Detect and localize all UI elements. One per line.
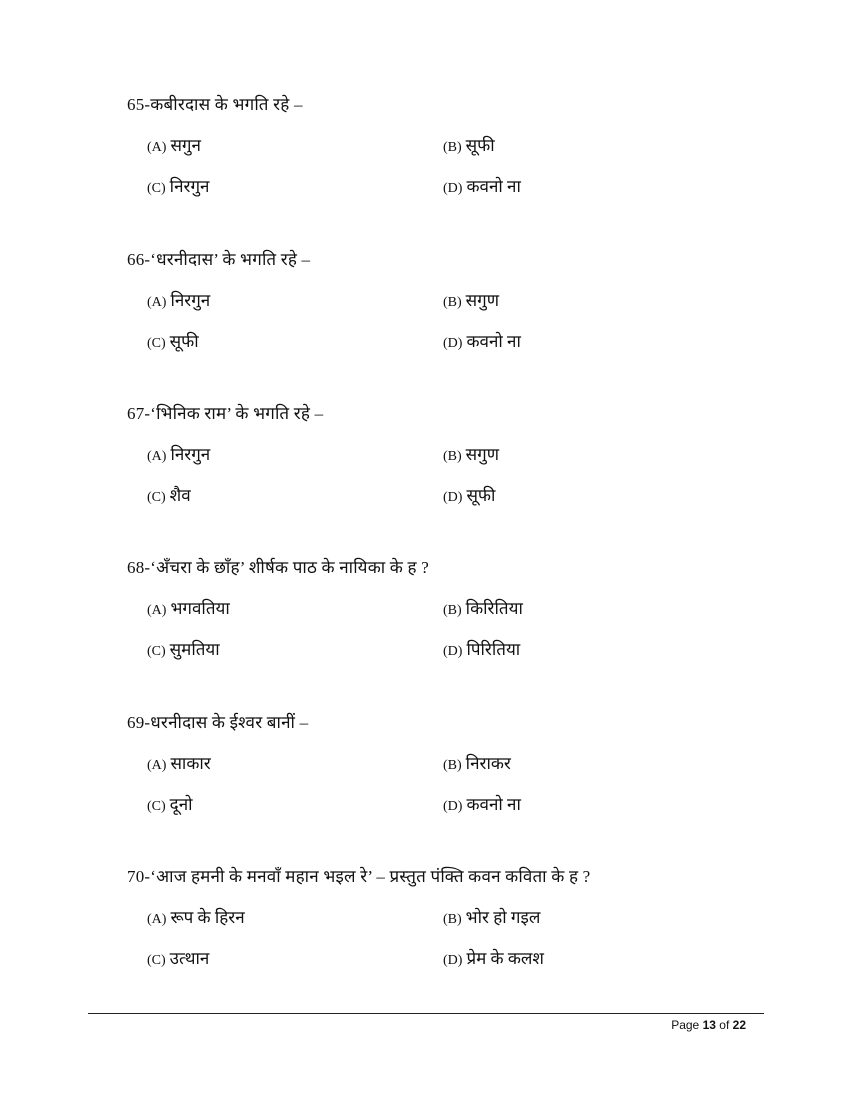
current-page: 13 [702,1018,716,1032]
total-pages: 22 [732,1018,746,1032]
question-text: 69-धरनीदास के ईश्वर बानीं – [127,713,309,732]
option-label: सगुण [465,291,500,310]
option-label: निराकर [465,754,511,773]
question-text: 65-कबीरदास के भगति रहे – [127,95,303,114]
page-word: Page [671,1018,700,1032]
option-letter: (B) [443,295,462,310]
option-c [147,948,209,972]
option-label: शैव [169,486,191,505]
option-letter: (A) [147,603,167,618]
options-row [127,639,747,661]
options-row [127,176,747,198]
option-c [147,331,199,355]
question-67 [127,403,747,507]
option-label: पिरितिया [466,640,521,659]
option-b [443,753,511,777]
option-label: प्रेम के कलश [466,949,544,968]
option-letter: (B) [443,140,462,155]
option-letter: (C) [147,953,166,968]
option-label: सगुण [465,445,500,464]
question-69 [127,712,747,816]
option-letter: (C) [147,799,166,814]
option-label: कवनो ना [466,332,521,351]
option-letter: (D) [443,953,463,968]
option-label: निरगुन [169,177,210,196]
option-letter: (A) [147,912,167,927]
question-66 [127,249,747,353]
options-row [127,135,747,157]
option-letter: (B) [443,603,462,618]
options-row [127,948,747,970]
option-label: भगवतिया [170,599,230,618]
options-row [127,485,747,507]
option-a [147,444,210,468]
option-letter: (B) [443,758,462,773]
option-letter: (B) [443,912,462,927]
option-letter: (A) [147,140,167,155]
option-d [443,948,544,972]
option-a [147,753,211,777]
option-label: निरगुन [170,445,211,464]
option-d [443,485,495,509]
option-d [443,331,521,355]
option-label: साकार [170,754,211,773]
option-letter: (D) [443,490,463,505]
question-68 [127,557,747,661]
option-letter: (C) [147,181,166,196]
option-letter: (B) [443,449,462,464]
option-label: भोर हो गइल [465,908,541,927]
option-label: सगुन [170,136,201,155]
question-65 [127,94,747,198]
option-a [147,135,201,159]
option-label: सूफी [465,136,495,155]
option-d [443,639,520,663]
option-b [443,290,499,314]
options-row [127,444,747,466]
option-a [147,907,245,931]
option-c [147,794,193,818]
option-letter: (D) [443,181,463,196]
option-c [147,639,220,663]
option-letter: (A) [147,295,167,310]
option-label: निरगुन [170,291,211,310]
option-a [147,290,210,314]
options-row [127,290,747,312]
page-number [671,1018,746,1032]
options-row [127,598,747,620]
option-letter: (C) [147,336,166,351]
option-letter: (A) [147,449,167,464]
option-letter: (D) [443,336,463,351]
option-letter: (A) [147,758,167,773]
options-row [127,331,747,353]
option-label: सुमतिया [169,640,220,659]
option-label: रूप के हिरन [170,908,245,927]
options-row [127,907,747,929]
question-70 [127,866,747,970]
option-b [443,444,499,468]
option-label: दूनो [169,795,193,814]
option-b [443,907,540,931]
option-b [443,135,495,159]
option-label: उत्थान [169,949,210,968]
option-label: सूफी [169,332,199,351]
option-label: कवनो ना [466,177,521,196]
option-letter: (D) [443,799,463,814]
option-label: कवनो ना [466,795,521,814]
question-text: 70-‘आज हमनी के मनवाँ महान भइल रे’ – प्रस्तुत पंक्ति कवन कविता के ह ? [127,867,591,886]
option-label: किरितिया [465,599,523,618]
option-label: सूफी [466,486,496,505]
options-row [127,753,747,775]
option-letter: (C) [147,644,166,659]
question-text: 67-‘भिनिक राम’ के भगति रहे – [127,404,324,423]
option-letter: (D) [443,644,463,659]
option-c [147,176,209,200]
footer-divider [88,1013,764,1014]
option-b [443,598,523,622]
options-row [127,794,747,816]
option-d [443,176,521,200]
question-text: 68-‘अँचरा के छाँह’ शीर्षक पाठ के नायिका के ह ? [127,558,429,577]
option-a [147,598,230,622]
question-text: 66-‘धरनीदास’ के भगति रहे – [127,250,311,269]
option-letter: (C) [147,490,166,505]
option-c [147,485,191,509]
of-word: of [719,1018,730,1032]
option-d [443,794,521,818]
